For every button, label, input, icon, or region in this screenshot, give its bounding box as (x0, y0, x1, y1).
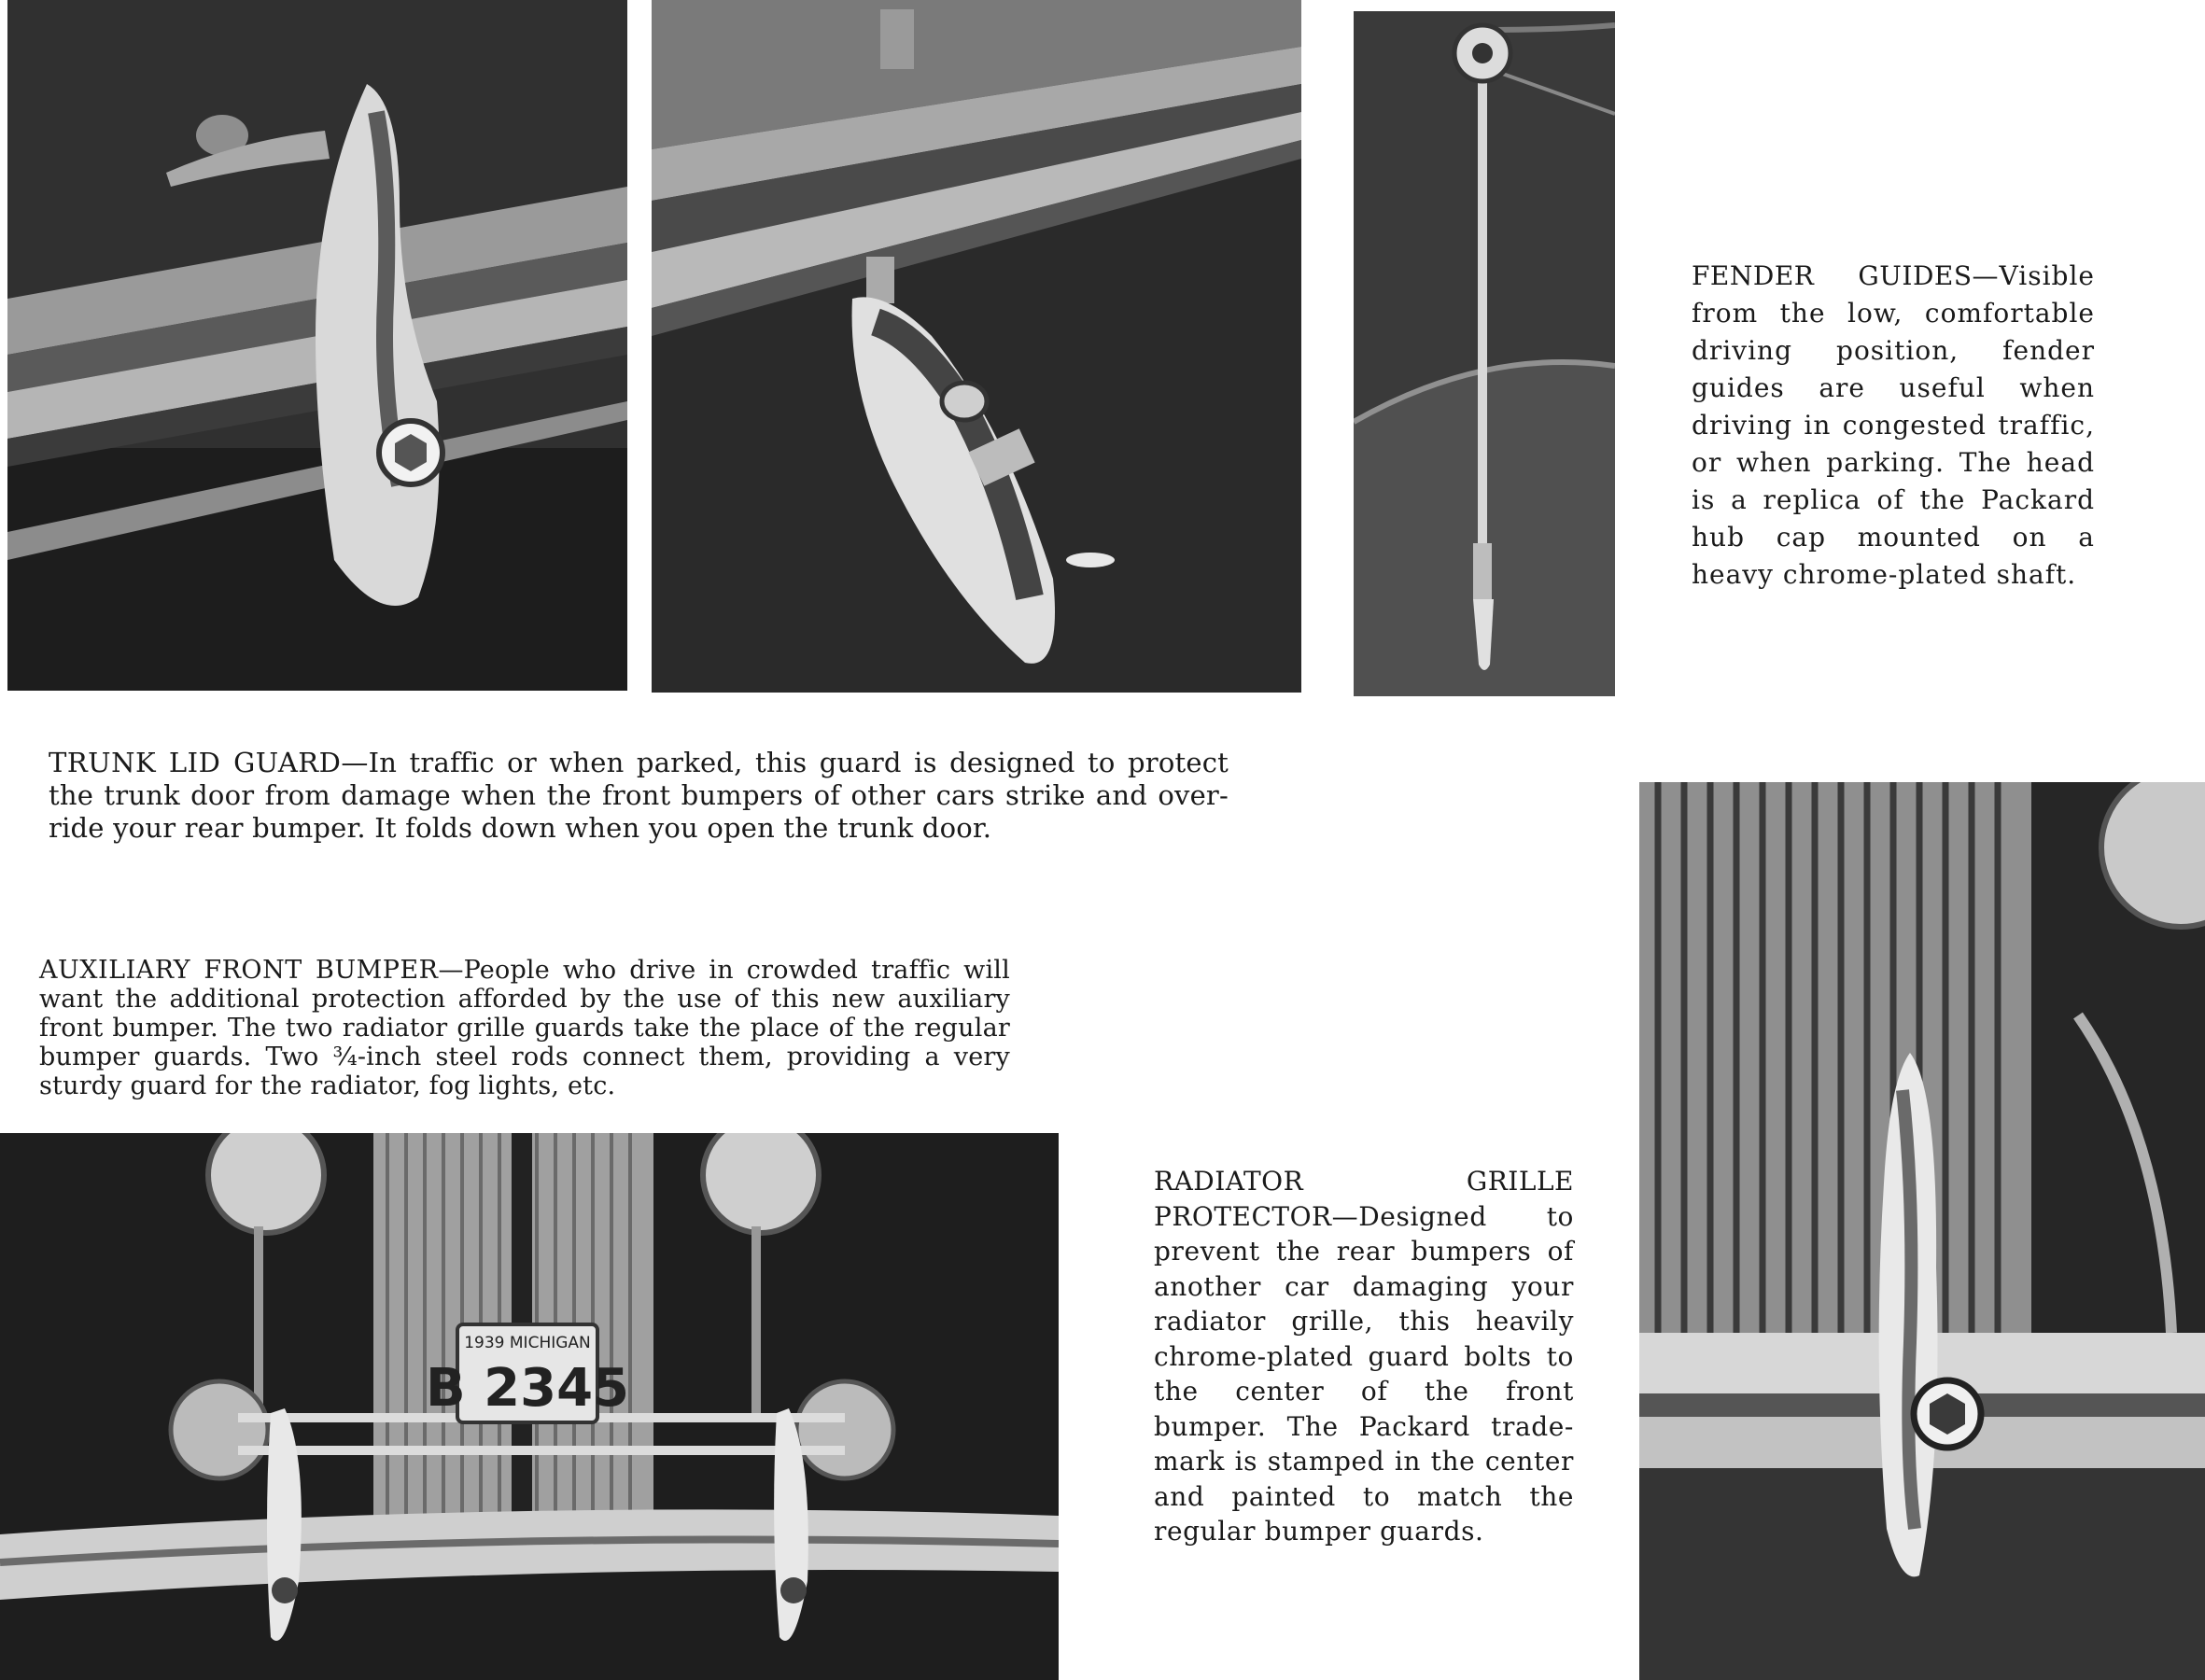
auxiliary-front-bumper-heading: AUXILIARY FRONT BUMPER (39, 956, 439, 985)
trunk-lid-guard-caption (49, 747, 1229, 845)
photo-trunk-lid-guard-folded (652, 0, 1301, 693)
fender-guides-body: Visible from the low, comfortable driving position, fender guides are useful when driving in congested traffic, or when parking. The head is a replica of the Packard hub cap mounted on a heavy chrome-plated shaft. (1692, 260, 2095, 590)
radiator-grille-protector-body: Designed to prevent the rear bumpers of another car damaging your radiator grille, this heavily chrome-plated guard bolts to the center of the front bumper. The Packard trade-mark is stamped in the center and painted to match the regular bumper guards. (1154, 1200, 1574, 1547)
photo-trunk-lid-guard-upright (7, 0, 627, 691)
photo-auxiliary-front-bumper (0, 1133, 1059, 1680)
caption-dash: — (438, 956, 464, 985)
caption-dash: — (341, 747, 369, 778)
trunk-lid-guard-body: In traffic or when parked, this guard is designed to protect the trunk door from damage when the front bumpers of other cars strike and over-ride your rear bumper. It folds down when you open the trunk door. (49, 747, 1229, 844)
auxiliary-front-bumper-caption (39, 956, 1010, 1100)
caption-dash: — (1972, 260, 2000, 291)
caption-dash: — (1331, 1200, 1359, 1232)
trunk-lid-guard-heading: TRUNK LID GUARD (49, 747, 342, 778)
license-plate-year-state: 1939 MICHIGAN (464, 1334, 591, 1352)
radiator-grille-protector-heading: RADIATOR GRILLE PROTECTOR (1154, 1166, 1574, 1232)
license-plate-number: B 2345 (425, 1358, 630, 1419)
fender-guides-caption (1692, 258, 2095, 594)
radiator-grille-protector-caption (1154, 1164, 1574, 1549)
photo-fender-guide (1354, 11, 1615, 696)
fender-guides-heading: FENDER GUIDES (1692, 260, 1973, 291)
photo-radiator-grille-protector (1639, 782, 2205, 1680)
auxiliary-front-bumper-body: People who drive in crowded traffic will want the additional protection afforded by the use of this new auxiliary front bumper. The two radiator grille guards take the place of the regular bumper guards. Two ¾-inch steel rods connect them, providing a very sturdy guard for the radiator, fog lights, etc. (39, 956, 1010, 1100)
